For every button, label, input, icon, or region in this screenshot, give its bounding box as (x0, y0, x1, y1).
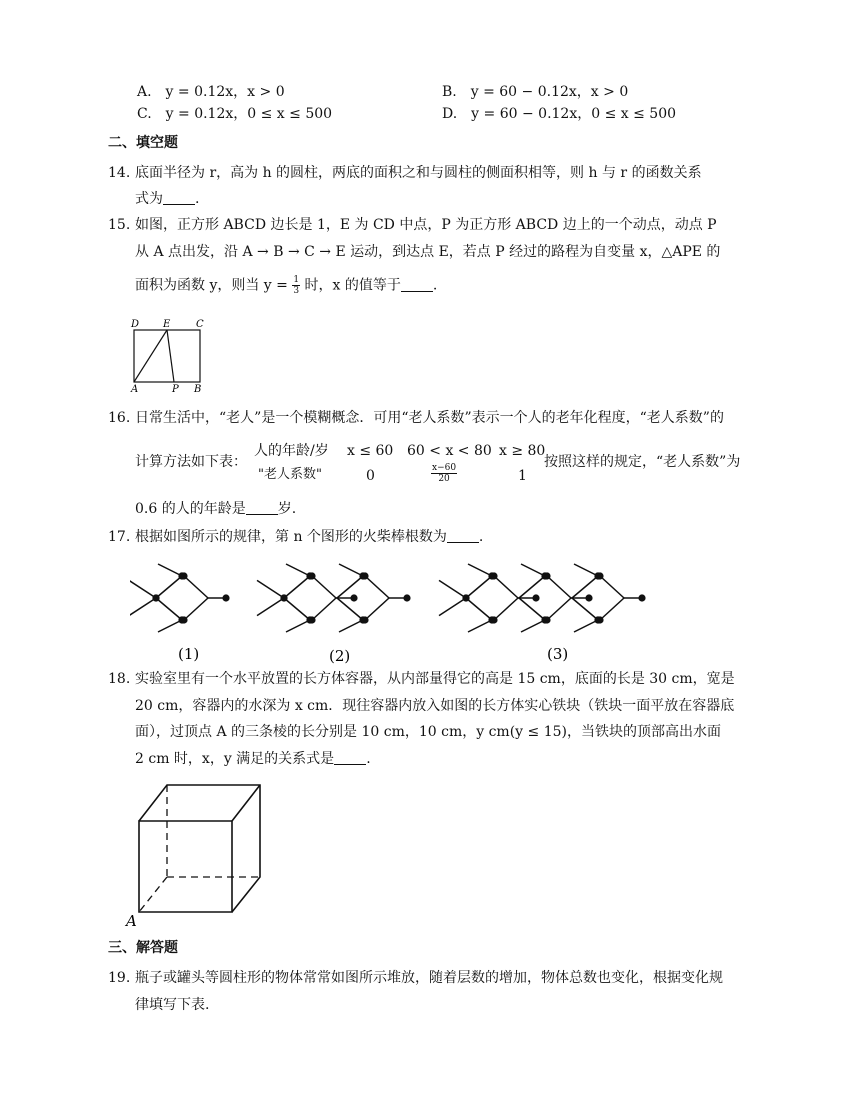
matchstick (439, 580, 466, 598)
q17-line1 (135, 527, 483, 547)
q15-text-a: 面积为函数 y，则当 y = (135, 277, 288, 294)
q18-number: 18. (108, 671, 131, 687)
frac-denominator: 3 (293, 286, 300, 296)
q18-text: 2 cm 时，x，y 满足的关系式是 (135, 751, 335, 767)
matchstick (521, 564, 545, 576)
matchstick (574, 620, 598, 632)
q15-line1: 如图，正方形 ABCD 边长是 1，E 为 CD 中点，P 为正方形 ABCD 边上的一个动点，动点 P (135, 217, 717, 233)
matchstick-head (488, 572, 495, 579)
matchstick (130, 580, 156, 598)
matchstick (466, 598, 492, 620)
label-a: A (131, 384, 139, 394)
q18-line3: 面），过顶点 A 的三条棱的长分别是 10 cm，10 cm，y cm(y ≤ 15)，当铁块的顶部高出水面 (135, 724, 721, 740)
matchstick-head (222, 594, 229, 601)
matchstick (284, 598, 310, 620)
label-b: B (194, 384, 202, 394)
matchstick (284, 576, 310, 598)
matchstick (286, 620, 310, 632)
q15-line2: 从 A 点出发，沿 A → B → C → E 运动，到达点 E，若点 P 经过的路程为自变量 x，△APE 的 (135, 244, 721, 260)
matchstick (156, 576, 182, 598)
matchstick (519, 598, 545, 620)
q19-line1: 瓶子或罐头等圆柱形的物体常常如图所示堆放，随着层数的增加，物体总数也变化，根据变化规 (135, 970, 723, 986)
frac-numerator: 1 (293, 275, 300, 285)
matchstick-head (594, 572, 601, 579)
q16-line2b: 按照这样的规定，“老人系数”为 (544, 454, 741, 470)
q18-line4 (135, 749, 371, 769)
matchstick-head (306, 616, 313, 623)
matchstick-head (638, 594, 645, 601)
fraction-one-third (292, 275, 300, 296)
q15-text-b: 时，x 的值等于 (304, 277, 401, 294)
section-title-solve: 三、解答题 (108, 940, 178, 956)
matchstick (572, 598, 598, 620)
answer-blank (447, 528, 479, 543)
matchstick (337, 576, 363, 598)
q14-number: 14. (108, 165, 131, 181)
figure-label-3: (3) (547, 645, 569, 663)
label-e: E (163, 319, 171, 330)
matchstick-head (306, 572, 313, 579)
label-p: P (172, 384, 179, 394)
matchstick (468, 564, 492, 576)
q14-line2 (135, 189, 199, 209)
frac-denominator: 20 (438, 474, 450, 484)
q16-text: 0.6 的人的年龄是 (135, 501, 246, 517)
matchstick (547, 576, 571, 598)
matchstick-pattern-figure (130, 558, 670, 668)
q14-line1: 底面半径为 r，高为 h 的圆柱，两底的面积之和与圆柱的侧面积相等，则 h 与 r 的函数关系 (135, 165, 702, 181)
table-header-age: 人的年龄/岁 (254, 443, 329, 459)
matchstick (158, 564, 182, 576)
matchstick (572, 576, 598, 598)
matchstick (365, 576, 389, 598)
matchstick-head (403, 594, 410, 601)
label-d: D (131, 319, 140, 330)
matchstick (439, 598, 466, 616)
q16-line1: 日常生活中，“老人”是一个模糊概念．可用“老人系数”表示一个人的老年化程度，“老人系数”的 (135, 410, 724, 426)
matchstick (521, 620, 545, 632)
matchstick (257, 598, 284, 616)
matchstick (339, 620, 363, 632)
matchstick (339, 564, 363, 576)
q15-line3 (135, 275, 437, 296)
q16-line2a: 计算方法如下表： (135, 454, 247, 470)
q19-number: 19. (108, 970, 131, 986)
matchstick-head (359, 572, 366, 579)
square-abcd-figure (126, 316, 210, 394)
matchstick (184, 598, 208, 620)
q18-period: . (366, 751, 371, 767)
answer-blank (163, 190, 195, 205)
table-cell-fraction (431, 463, 457, 484)
figure-label-2: (2) (329, 647, 351, 665)
matchstick (600, 576, 624, 598)
matchstick-head (532, 594, 539, 601)
matchstick-figure-3 (439, 564, 646, 632)
table-header-60-80: 60 < x < 80 (407, 443, 492, 459)
matchstick (130, 598, 156, 616)
table-row-label: "老人系数" (258, 467, 322, 482)
option-c: C. y = 0.12x，0 ≤ x ≤ 500 (137, 106, 333, 122)
matchstick (600, 598, 624, 620)
q14-period: . (195, 191, 200, 207)
label-c: C (196, 319, 204, 330)
q16-unit: 岁. (277, 501, 297, 517)
matchstick (257, 580, 284, 598)
q17-period: . (478, 529, 484, 545)
matchstick (184, 576, 208, 598)
q17-text: 根据如图所示的规律，第 n 个图形的火柴棒根数为 (135, 529, 447, 545)
q15-number: 15. (108, 217, 131, 233)
matchstick-head (541, 572, 548, 579)
matchstick (158, 620, 182, 632)
matchstick (312, 576, 336, 598)
matchstick (365, 598, 389, 620)
matchstick-head (594, 616, 601, 623)
frac-numerator: x−60 (432, 463, 457, 473)
matchstick (468, 620, 492, 632)
matchstick-head (178, 616, 185, 623)
q18-line2: 20 cm，容器内的水深为 x cm．现往容器内放入如图的长方体实心铁块（铁块一面平放在容器底 (135, 698, 735, 714)
q18-line1: 实验室里有一个水平放置的长方体容器，从内部量得它的高是 15 cm，底面的长是 30 cm，宽是 (135, 671, 735, 687)
q19-line2: 律填写下表. (135, 997, 210, 1013)
option-b: B. y = 60 − 0.12x，x > 0 (442, 84, 629, 100)
matchstick-head (178, 572, 185, 579)
iron-block-cube-figure (122, 774, 272, 930)
answer-blank (246, 500, 278, 515)
table-header-ge80: x ≥ 80 (499, 443, 546, 459)
q17-number: 17. (108, 529, 131, 545)
table-cell-1: 1 (518, 468, 527, 484)
table-cell-0: 0 (366, 468, 375, 484)
option-a: A. y = 0.12x，x > 0 (137, 84, 285, 100)
matchstick (519, 576, 545, 598)
matchstick (494, 576, 518, 598)
matchstick (466, 576, 492, 598)
matchstick-head (585, 594, 592, 601)
matchstick-head (541, 616, 548, 623)
q15-period: . (432, 277, 438, 294)
answer-blank (334, 750, 366, 765)
matchstick-head (488, 616, 495, 623)
q16-line3 (135, 499, 296, 519)
matchstick-head (359, 616, 366, 623)
matchstick (494, 598, 518, 620)
section-title-fill-in: 二、填空题 (108, 135, 178, 151)
figure-label-1: (1) (178, 645, 200, 663)
matchstick-figure-2 (257, 564, 411, 632)
q14-text: 式为 (135, 191, 163, 207)
option-d: D. y = 60 − 0.12x，0 ≤ x ≤ 500 (442, 106, 677, 122)
matchstick-head (350, 594, 357, 601)
q16-number: 16. (108, 410, 131, 426)
matchstick (312, 598, 336, 620)
vertex-label-a: A (126, 912, 137, 930)
matchstick (156, 598, 182, 620)
matchstick (547, 598, 571, 620)
matchstick (337, 598, 363, 620)
matchstick (286, 564, 310, 576)
matchstick (574, 564, 598, 576)
matchstick-figure-1 (130, 564, 230, 632)
table-header-le60: x ≤ 60 (347, 443, 394, 459)
answer-blank (401, 277, 433, 292)
